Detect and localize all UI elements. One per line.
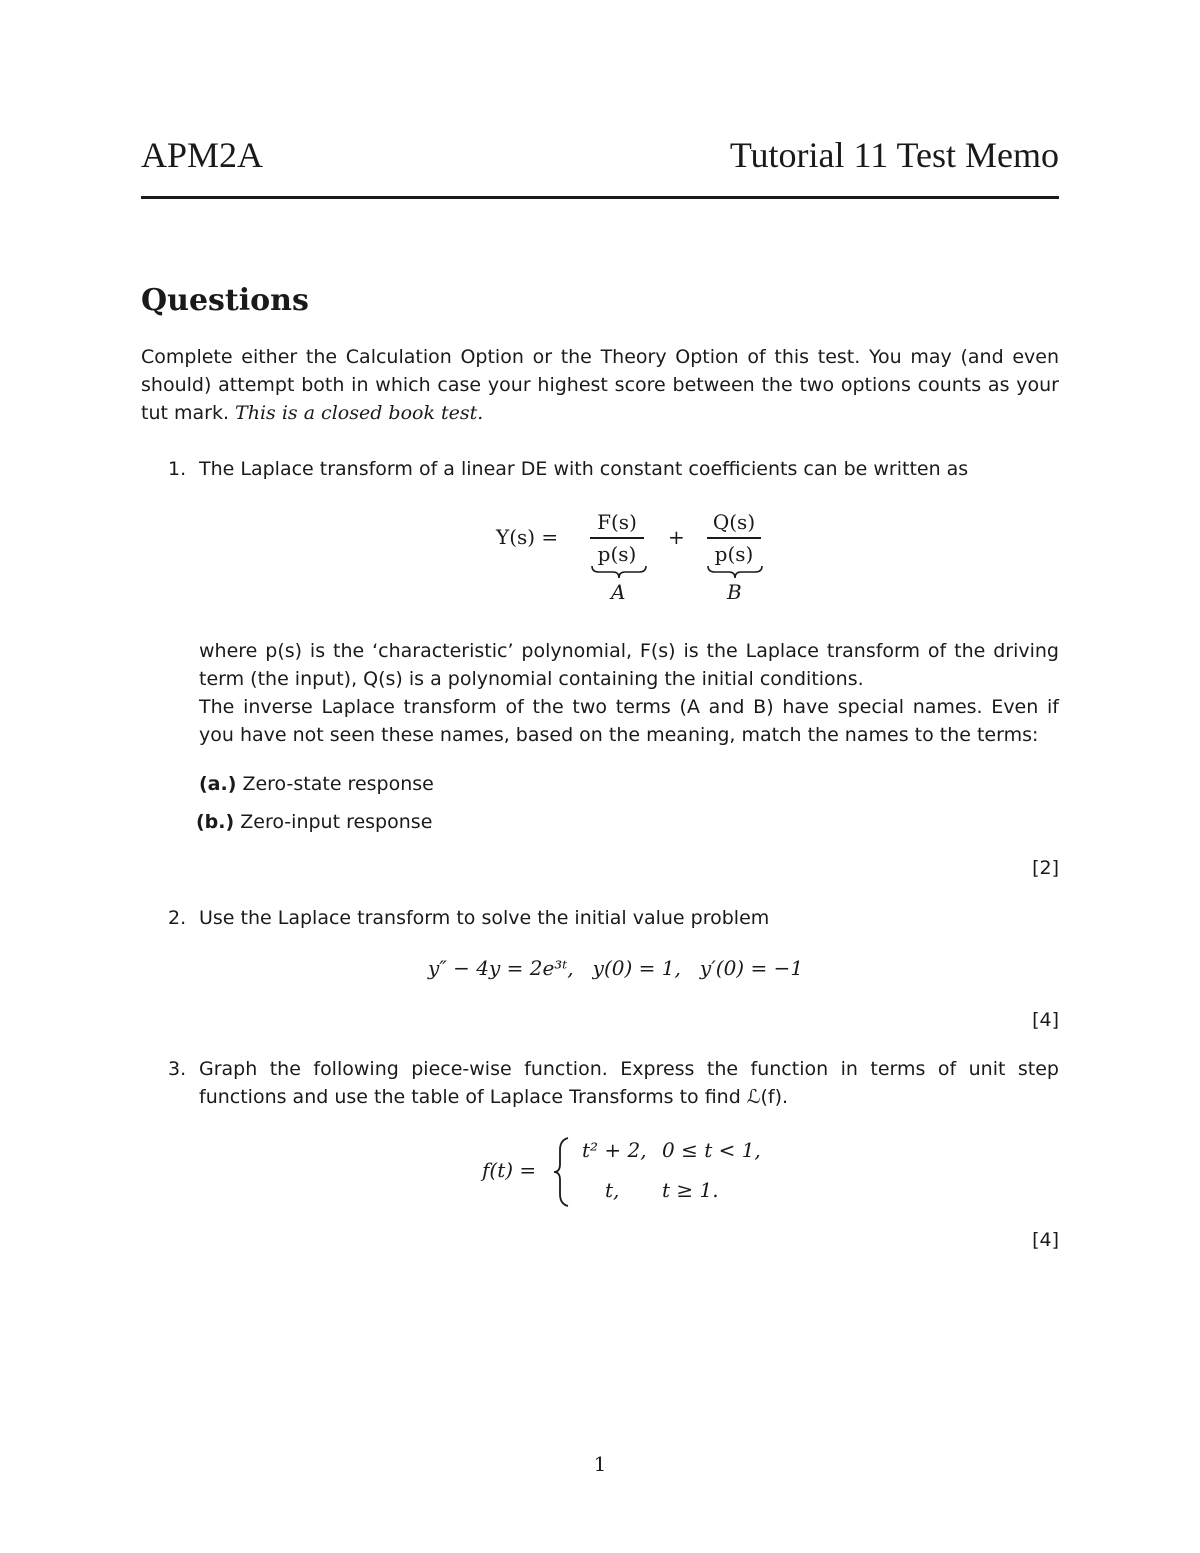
q3-case1-expr: t² + 2, — [582, 1138, 647, 1162]
q1-marks: [2] — [1032, 857, 1059, 879]
q3-case2-cond: t ≥ 1. — [662, 1178, 719, 1202]
q3-marks: [4] — [1032, 1229, 1059, 1251]
q2-marks: [4] — [1032, 1009, 1059, 1031]
q2-equation: y″ − 4y = 2e³ᵗ, y(0) = 1, y′(0) = −1 — [428, 956, 804, 980]
q3-lhs: f(t) = — [482, 1158, 537, 1182]
q2-text: Use the Laplace transform to solve the initial value problem — [199, 907, 770, 929]
intro-emphasis: This is a closed book test. — [235, 402, 484, 424]
q1-underbrace-a — [591, 564, 647, 580]
q1-explanation-1: where p(s) is the ‘characteristic’ polynomial, F(s) is the Laplace transform of the driving term (the input), Q(s) is a polynomial containing the initial conditions. — [199, 640, 1059, 690]
q1-frac-b-den: p(s) — [714, 541, 754, 566]
q1-explanation-2: The inverse Laplace transform of the two terms (A and B) have special names. Even if you have not seen these names, based on the meaning, match the names to the terms: — [199, 696, 1059, 746]
q1-eq-lhs: Y(s) = — [496, 525, 559, 549]
q1-item-a-text: Zero-state response — [242, 773, 434, 795]
q1-frac-b-num: Q(s) — [712, 510, 756, 534]
q1-brace-b-label: B — [727, 580, 742, 604]
q1-frac-a-den: p(s) — [597, 541, 637, 566]
q1-underbrace-b — [707, 564, 763, 580]
intro-text: Complete either the Calculation Option or the Theory Option of this test. You may (and even should) attempt both in which case your highest score between the two options counts as your tut mark. — [141, 346, 1059, 424]
q1-brace-a-label: A — [611, 580, 626, 604]
header-rule — [141, 196, 1059, 199]
q1-plus: + — [668, 525, 685, 549]
intro-paragraph — [141, 343, 1059, 427]
q3-text: Graph the following piece-wise function. Express the function in terms of unit step functions and use the table of Laplace Transforms to find ℒ(f). — [199, 1058, 1059, 1108]
q1-item-b-label: (b.) — [196, 811, 235, 833]
q1-frac-a-bar — [590, 537, 644, 539]
q2-number: 2. — [168, 907, 187, 929]
q1-item-a — [199, 770, 434, 798]
q1-item-b-text: Zero-input response — [240, 811, 433, 833]
q3-left-brace — [552, 1136, 572, 1208]
course-code: APM2A — [141, 135, 264, 175]
q1-item-b — [196, 808, 432, 836]
q1-number: 1. — [168, 458, 187, 480]
page-number: 1 — [593, 1452, 607, 1476]
q3-case2-expr: t, — [605, 1178, 620, 1202]
section-title: Questions — [141, 283, 309, 318]
document-title: Tutorial 11 Test Memo — [729, 135, 1059, 175]
q1-text: The Laplace transform of a linear DE with constant coefficients can be written as — [199, 458, 969, 480]
q1-frac-b — [707, 510, 761, 566]
q3-number: 3. — [168, 1058, 187, 1080]
q1-frac-b-bar — [707, 537, 761, 539]
q1-frac-a-num: F(s) — [597, 510, 637, 534]
q1-frac-a — [590, 510, 644, 566]
q3-case1-cond: 0 ≤ t < 1, — [662, 1138, 761, 1162]
q1-item-a-label: (a.) — [199, 773, 237, 795]
